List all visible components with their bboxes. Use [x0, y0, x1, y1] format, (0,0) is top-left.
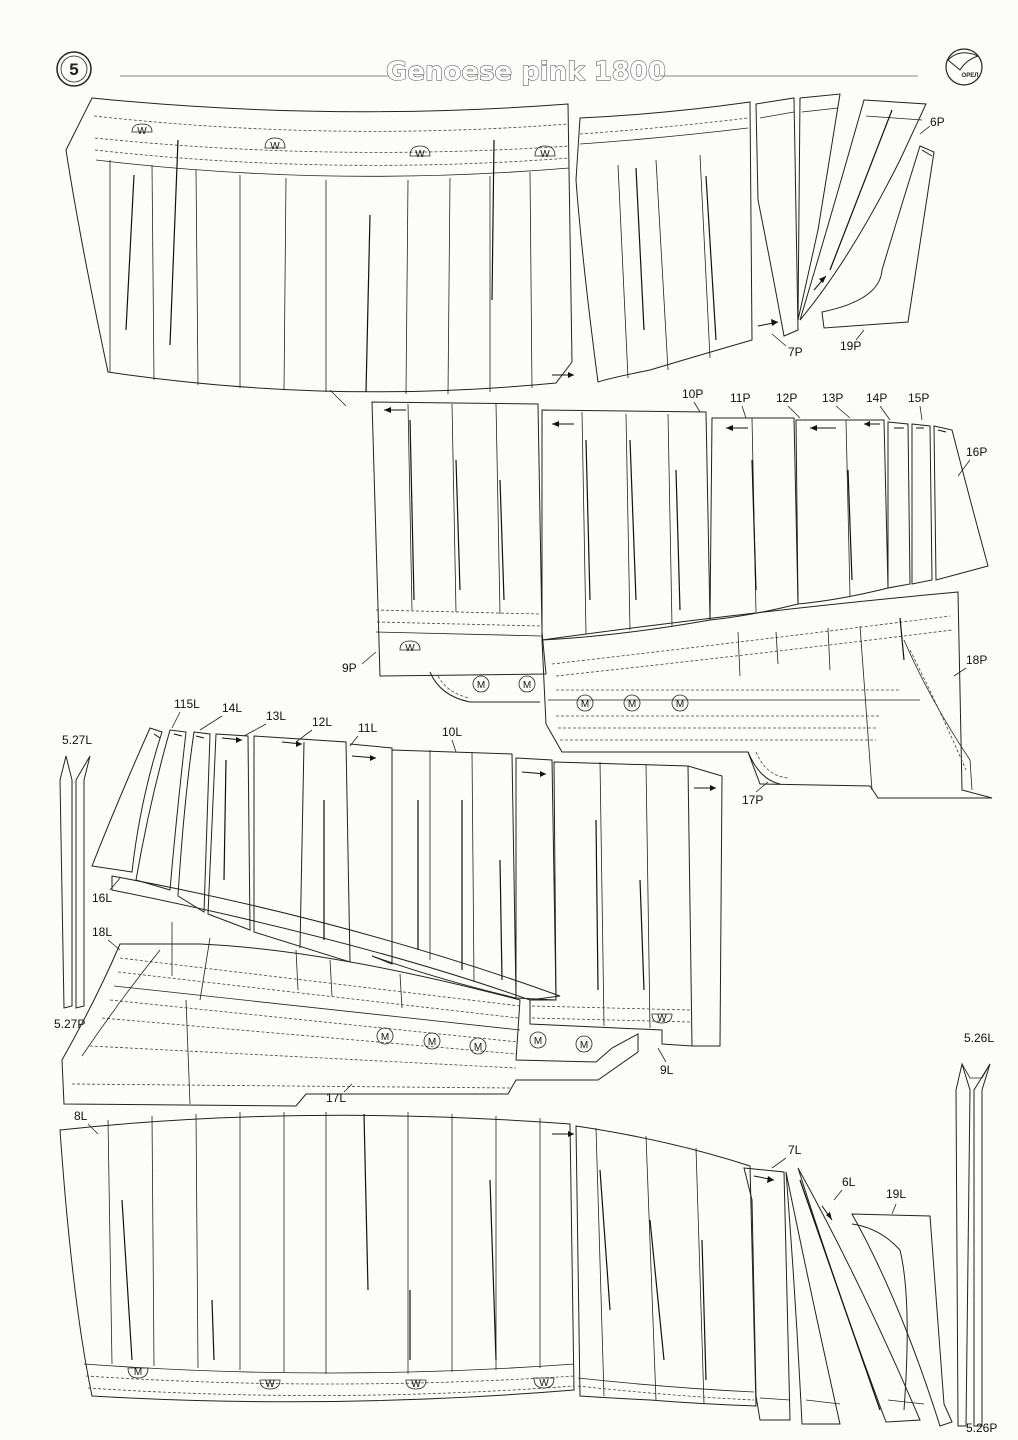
page-number: 5: [69, 60, 79, 79]
m-marker-18p-2: [624, 695, 640, 711]
w-marker-1: [132, 124, 152, 137]
svg-text:W: W: [405, 643, 415, 654]
label-17p: 17P: [742, 793, 764, 807]
svg-text:M: M: [522, 680, 532, 691]
svg-text:M: M: [427, 1037, 437, 1048]
m-marker-9l-2: [576, 1036, 592, 1052]
label-5-26p: 5.26P: [966, 1421, 998, 1435]
svg-text:M: M: [380, 1032, 390, 1043]
m-marker-18p-3: [672, 695, 688, 711]
svg-text:W: W: [540, 149, 550, 160]
label-9p: 9P: [342, 661, 357, 675]
label-19p: 19P: [840, 339, 862, 353]
m-marker-17l-2: [424, 1033, 440, 1049]
svg-text:M: M: [473, 1042, 483, 1053]
label-19l: 19L: [886, 1187, 907, 1201]
m-marker-9p-2: [519, 676, 535, 692]
label-6p: 6P: [930, 115, 945, 129]
label-16p: 16P: [966, 445, 988, 459]
svg-text:M: M: [476, 680, 486, 691]
label-5-27l: 5.27L: [62, 733, 93, 747]
label-12p: 12P: [776, 391, 798, 405]
svg-text:W: W: [270, 141, 280, 152]
label-6l: 6L: [842, 1175, 856, 1189]
svg-text:W: W: [539, 1378, 549, 1389]
label-18p: 18P: [966, 653, 988, 667]
svg-text:M: M: [580, 699, 590, 710]
label-17l: 17L: [326, 1091, 347, 1105]
label-7p: 7P: [788, 345, 803, 359]
label-5-27p: 5.27P: [54, 1017, 86, 1031]
svg-text:M: M: [533, 1036, 543, 1047]
lower-port-strakes: [60, 1031, 997, 1435]
svg-text:M: M: [579, 1040, 589, 1051]
sheet-title: Genoese pink 1800: [386, 57, 666, 87]
svg-text:M: M: [627, 699, 637, 710]
logo-text: ОРЕЛ: [961, 73, 979, 79]
label-10l: 10L: [442, 725, 463, 739]
label-7l: 7L: [788, 1143, 802, 1157]
label-13l: 13L: [266, 709, 287, 723]
w-marker-3: [410, 146, 430, 160]
svg-text:W: W: [415, 149, 425, 160]
label-10p: 10P: [682, 387, 704, 401]
upper-starboard-strakes: [66, 98, 574, 406]
label-18l: 18L: [92, 925, 113, 939]
m-marker-17l-1: [377, 1028, 393, 1044]
w-marker-lower-4: [534, 1378, 554, 1389]
label-11p: 11P: [730, 391, 751, 405]
w-marker-lower-2: [260, 1379, 280, 1390]
svg-text:W: W: [265, 1379, 275, 1390]
label-8l: 8L: [74, 1109, 88, 1123]
svg-text:W: W: [137, 126, 147, 137]
m-marker-18p-1: [577, 695, 593, 711]
svg-text:W: W: [657, 1013, 667, 1024]
w-marker-2: [265, 138, 285, 152]
m-marker-9l-1: [530, 1032, 546, 1048]
label-15p: 15P: [908, 391, 930, 405]
m-marker-9p-1: [473, 676, 489, 692]
label-9l: 9L: [660, 1063, 674, 1077]
label-12l: 12L: [312, 715, 333, 729]
w-marker-4: [535, 146, 555, 160]
middle-starboard-strakes: [342, 387, 992, 807]
label-14l: 14L: [222, 701, 243, 715]
m-marker-lower-1: [128, 1367, 148, 1378]
middle-port-strakes: [54, 697, 722, 1106]
m-marker-17l-3: [470, 1038, 486, 1054]
label-5-26l: 5.26L: [964, 1031, 995, 1045]
label-16l: 16L: [92, 891, 113, 905]
strake-dividers: [110, 160, 532, 394]
label-115l: 115L: [174, 697, 200, 711]
label-13p: 13P: [822, 391, 844, 405]
upper-starboard-bow-strakes: [576, 94, 945, 382]
page-header: [57, 49, 982, 87]
label-11l: 11L: [358, 721, 378, 735]
label-14p: 14P: [866, 391, 888, 405]
w-marker-9l: [652, 1013, 672, 1024]
svg-text:M: M: [675, 699, 685, 710]
svg-text:W: W: [411, 1379, 421, 1390]
w-marker-9p: [400, 641, 420, 654]
svg-text:M: M: [133, 1367, 143, 1378]
publisher-logo: [946, 49, 982, 85]
w-marker-lower-3: [406, 1379, 426, 1390]
